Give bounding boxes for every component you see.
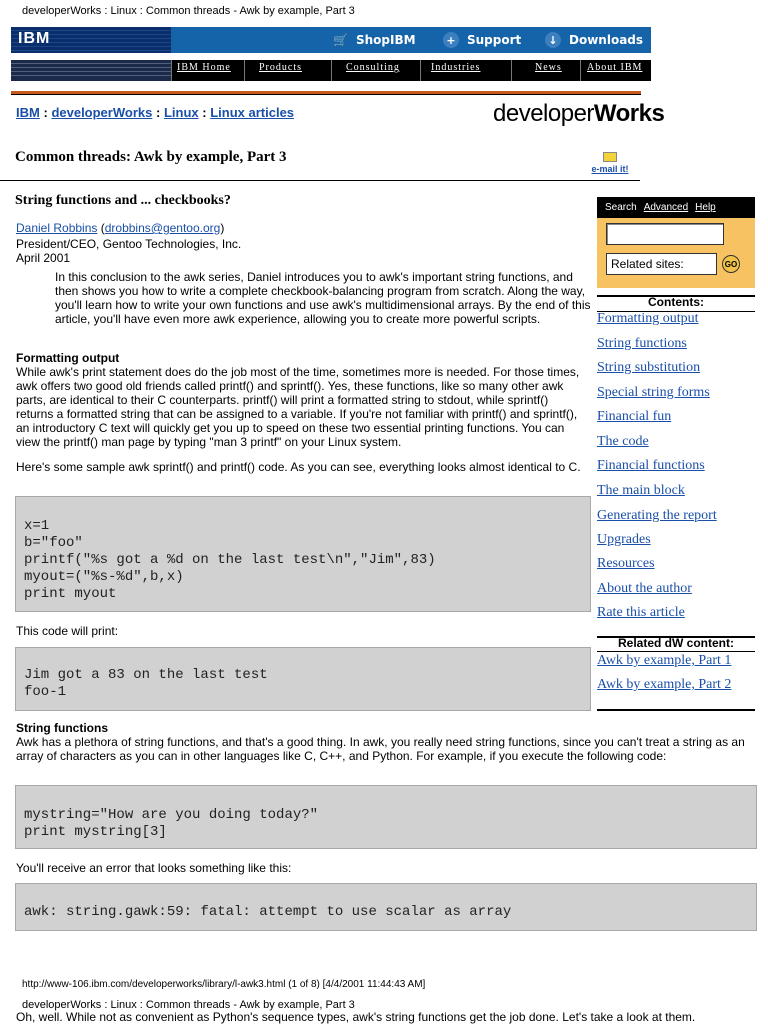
search-label: Search <box>605 202 637 213</box>
go-button[interactable]: GO <box>722 255 740 273</box>
downloads-label: Downloads <box>569 33 644 47</box>
dw-logo-right: Works <box>593 100 665 127</box>
code-block-mystring: mystring="How are you doing today?" print mystring[3] <box>15 785 757 849</box>
related-bottom-rule <box>597 709 755 711</box>
print-url-footer: http://www-106.ibm.com/developerworks/library/l-awk3.html (1 of 8) [4/4/2001 11:44:43 AM] <box>22 979 426 990</box>
downloads-button[interactable] <box>545 30 643 50</box>
related-awk-part-1[interactable]: Awk by example, Part 1 <box>597 653 732 668</box>
support-button[interactable] <box>443 30 521 50</box>
nav-divider <box>580 60 581 81</box>
toc-financial-functions[interactable]: Financial functions <box>597 458 705 473</box>
shopibm-button[interactable] <box>333 30 416 50</box>
related-awk-part-2[interactable]: Awk by example, Part 2 <box>597 677 732 692</box>
author-role: President/CEO, Gentoo Technologies, Inc. <box>16 237 242 251</box>
code-block-printf: x=1 b="foo" printf("%s got a %d on the last test\n","Jim",83) myout=("%s-%d",b,x) print myout <box>15 496 591 612</box>
developerworks-logo[interactable] <box>493 100 664 128</box>
toc-special-string-forms[interactable]: Special string forms <box>597 385 710 400</box>
breadcrumb-developerworks[interactable]: developerWorks <box>51 105 153 120</box>
toc-generating-report[interactable]: Generating the report <box>597 508 717 523</box>
search-help-link[interactable]: Help <box>695 202 716 213</box>
code-block-error: awk: string.gawk:59: fatal: attempt to use scalar as array <box>15 883 757 931</box>
toc-string-functions[interactable]: String functions <box>597 336 687 351</box>
toc-formatting-output[interactable]: Formatting output <box>597 311 699 326</box>
cut-text-line: Oh, well. While not as convenient as Python's sequence types, awk's string functions get the job done. Let's take a look at them. <box>16 1010 696 1024</box>
nav-divider <box>244 60 245 81</box>
title-divider <box>0 180 640 181</box>
related-rule <box>597 651 755 652</box>
article-title: Common threads: Awk by example, Part 3 <box>15 149 287 165</box>
download-arrow-icon: ↓ <box>545 32 561 48</box>
next-page-cut-text <box>16 1010 756 1024</box>
formatting-paragraph-2: Here's some sample awk sprintf() and printf() code. As you can see, everything looks almost identical to C. <box>16 460 581 474</box>
breadcrumb-linux[interactable]: Linux <box>163 105 199 120</box>
string-functions-paragraph-2: You'll receive an error that looks something like this: <box>16 861 292 875</box>
heading-formatting-output: Formatting output <box>16 351 120 365</box>
advanced-search-link[interactable]: Advanced <box>643 202 689 213</box>
nav-divider <box>420 60 421 81</box>
nav-consulting[interactable]: Consulting <box>346 62 400 73</box>
nav-about-ibm[interactable]: About IBM <box>587 62 643 73</box>
formatting-paragraph-1: While awk's print statement does do the job most of the time, sometimes more is needed. For those times, awk offers two good old friends called printf() and sprintf(). Yes, these functions, like so many other awk parts, are identical to their C counterparts. printf() will print a formatted string to stdout, while sprintf() returns a formatted string that can be assigned to a variable. If you're not familiar with printf() and sprintf(), an introductory C text will quickly get you up to speed on these two essential printing functions. You can view the printf() man page by typing "man 3 printf" on your Linux system. <box>16 365 580 449</box>
breadcrumb-linux-articles[interactable]: Linux articles <box>210 105 295 120</box>
toc-resources[interactable]: Resources <box>597 556 655 571</box>
email-it-label: e-mail it! <box>591 164 629 174</box>
plus-icon: + <box>443 32 459 48</box>
breadcrumb-separator: : <box>202 105 207 120</box>
article-abstract: In this conclusion to the awk series, Daniel introduces you to awk's important string functions, and then shows you how to write a complete checkbook-balancing program from scratch. Along the way, you'll learn how to write your own functions and use awk's multidimensional arrays. By the end of this article, you'll have even more awk experience, allowing you to create more powerful scripts. <box>55 270 591 326</box>
toc-string-substitution[interactable]: String substitution <box>597 360 701 375</box>
article-date: April 2001 <box>16 251 71 265</box>
string-functions-paragraph-1: Awk has a plethora of string functions, and that's a good thing. In awk, you really need string functions, since you can't treat a string as an array of characters as you can in other languages like C, C++, and Python. For example, if you execute the following code: <box>16 735 745 763</box>
shopibm-label: ShopIBM <box>355 33 416 47</box>
code-block-output: Jim got a 83 on the last test foo-1 <box>15 647 591 711</box>
nav-products[interactable]: Products <box>259 62 302 73</box>
nav-industries[interactable]: Industries <box>431 62 481 73</box>
toc-main-block[interactable]: The main block <box>597 483 685 498</box>
ibm-logo[interactable] <box>11 27 171 53</box>
nav-stripe-decoration <box>11 60 171 81</box>
article-subtitle: String functions and ... checkbooks? <box>15 193 231 208</box>
support-label: Support <box>467 33 522 47</box>
email-it-link[interactable] <box>587 152 633 174</box>
search-input[interactable] <box>606 223 724 245</box>
toc-upgrades[interactable]: Upgrades <box>597 532 651 547</box>
related-sites-select[interactable]: Related sites: <box>606 253 717 275</box>
toc-rate-article[interactable]: Rate this article <box>597 605 685 620</box>
dw-logo-left: developer <box>493 100 594 127</box>
toc-the-code[interactable]: The code <box>597 434 649 449</box>
breadcrumb <box>16 105 294 120</box>
author-line: Daniel Robbins (drobbins@gentoo.org) <box>16 221 225 235</box>
envelope-icon <box>603 152 617 162</box>
breadcrumb-separator: : <box>155 105 161 120</box>
heading-string-functions: String functions <box>16 721 108 735</box>
nav-news[interactable]: News <box>535 62 562 73</box>
nav-ibm-home[interactable]: IBM Home <box>177 62 231 73</box>
print-page-header: developerWorks : Linux : Common threads - Awk by example, Part 3 <box>22 5 355 17</box>
author-name-link[interactable]: Daniel Robbins <box>16 221 98 235</box>
masthead-rule-black <box>11 94 641 95</box>
toc-financial-fun[interactable]: Financial fun <box>597 409 672 424</box>
related-heading: Related dW content: <box>618 636 734 650</box>
toc-about-author[interactable]: About the author <box>597 581 692 596</box>
nav-divider <box>331 60 332 81</box>
contents-heading: Contents: <box>648 295 704 309</box>
formatting-paragraph-3: This code will print: <box>16 624 119 638</box>
sidebar-search-header <box>597 197 755 218</box>
breadcrumb-ibm[interactable]: IBM <box>16 105 40 120</box>
breadcrumb-separator: : <box>43 105 48 120</box>
print-page-header-repeat: developerWorks : Linux : Common threads - Awk by example, Part 3 <box>22 999 355 1011</box>
nav-divider <box>511 60 512 81</box>
ibm-logo-text: IBM <box>18 30 51 47</box>
nav-divider <box>171 60 172 81</box>
author-email-link[interactable]: drobbins@gentoo.org <box>104 221 221 235</box>
cart-icon: 🛒 <box>333 33 348 47</box>
